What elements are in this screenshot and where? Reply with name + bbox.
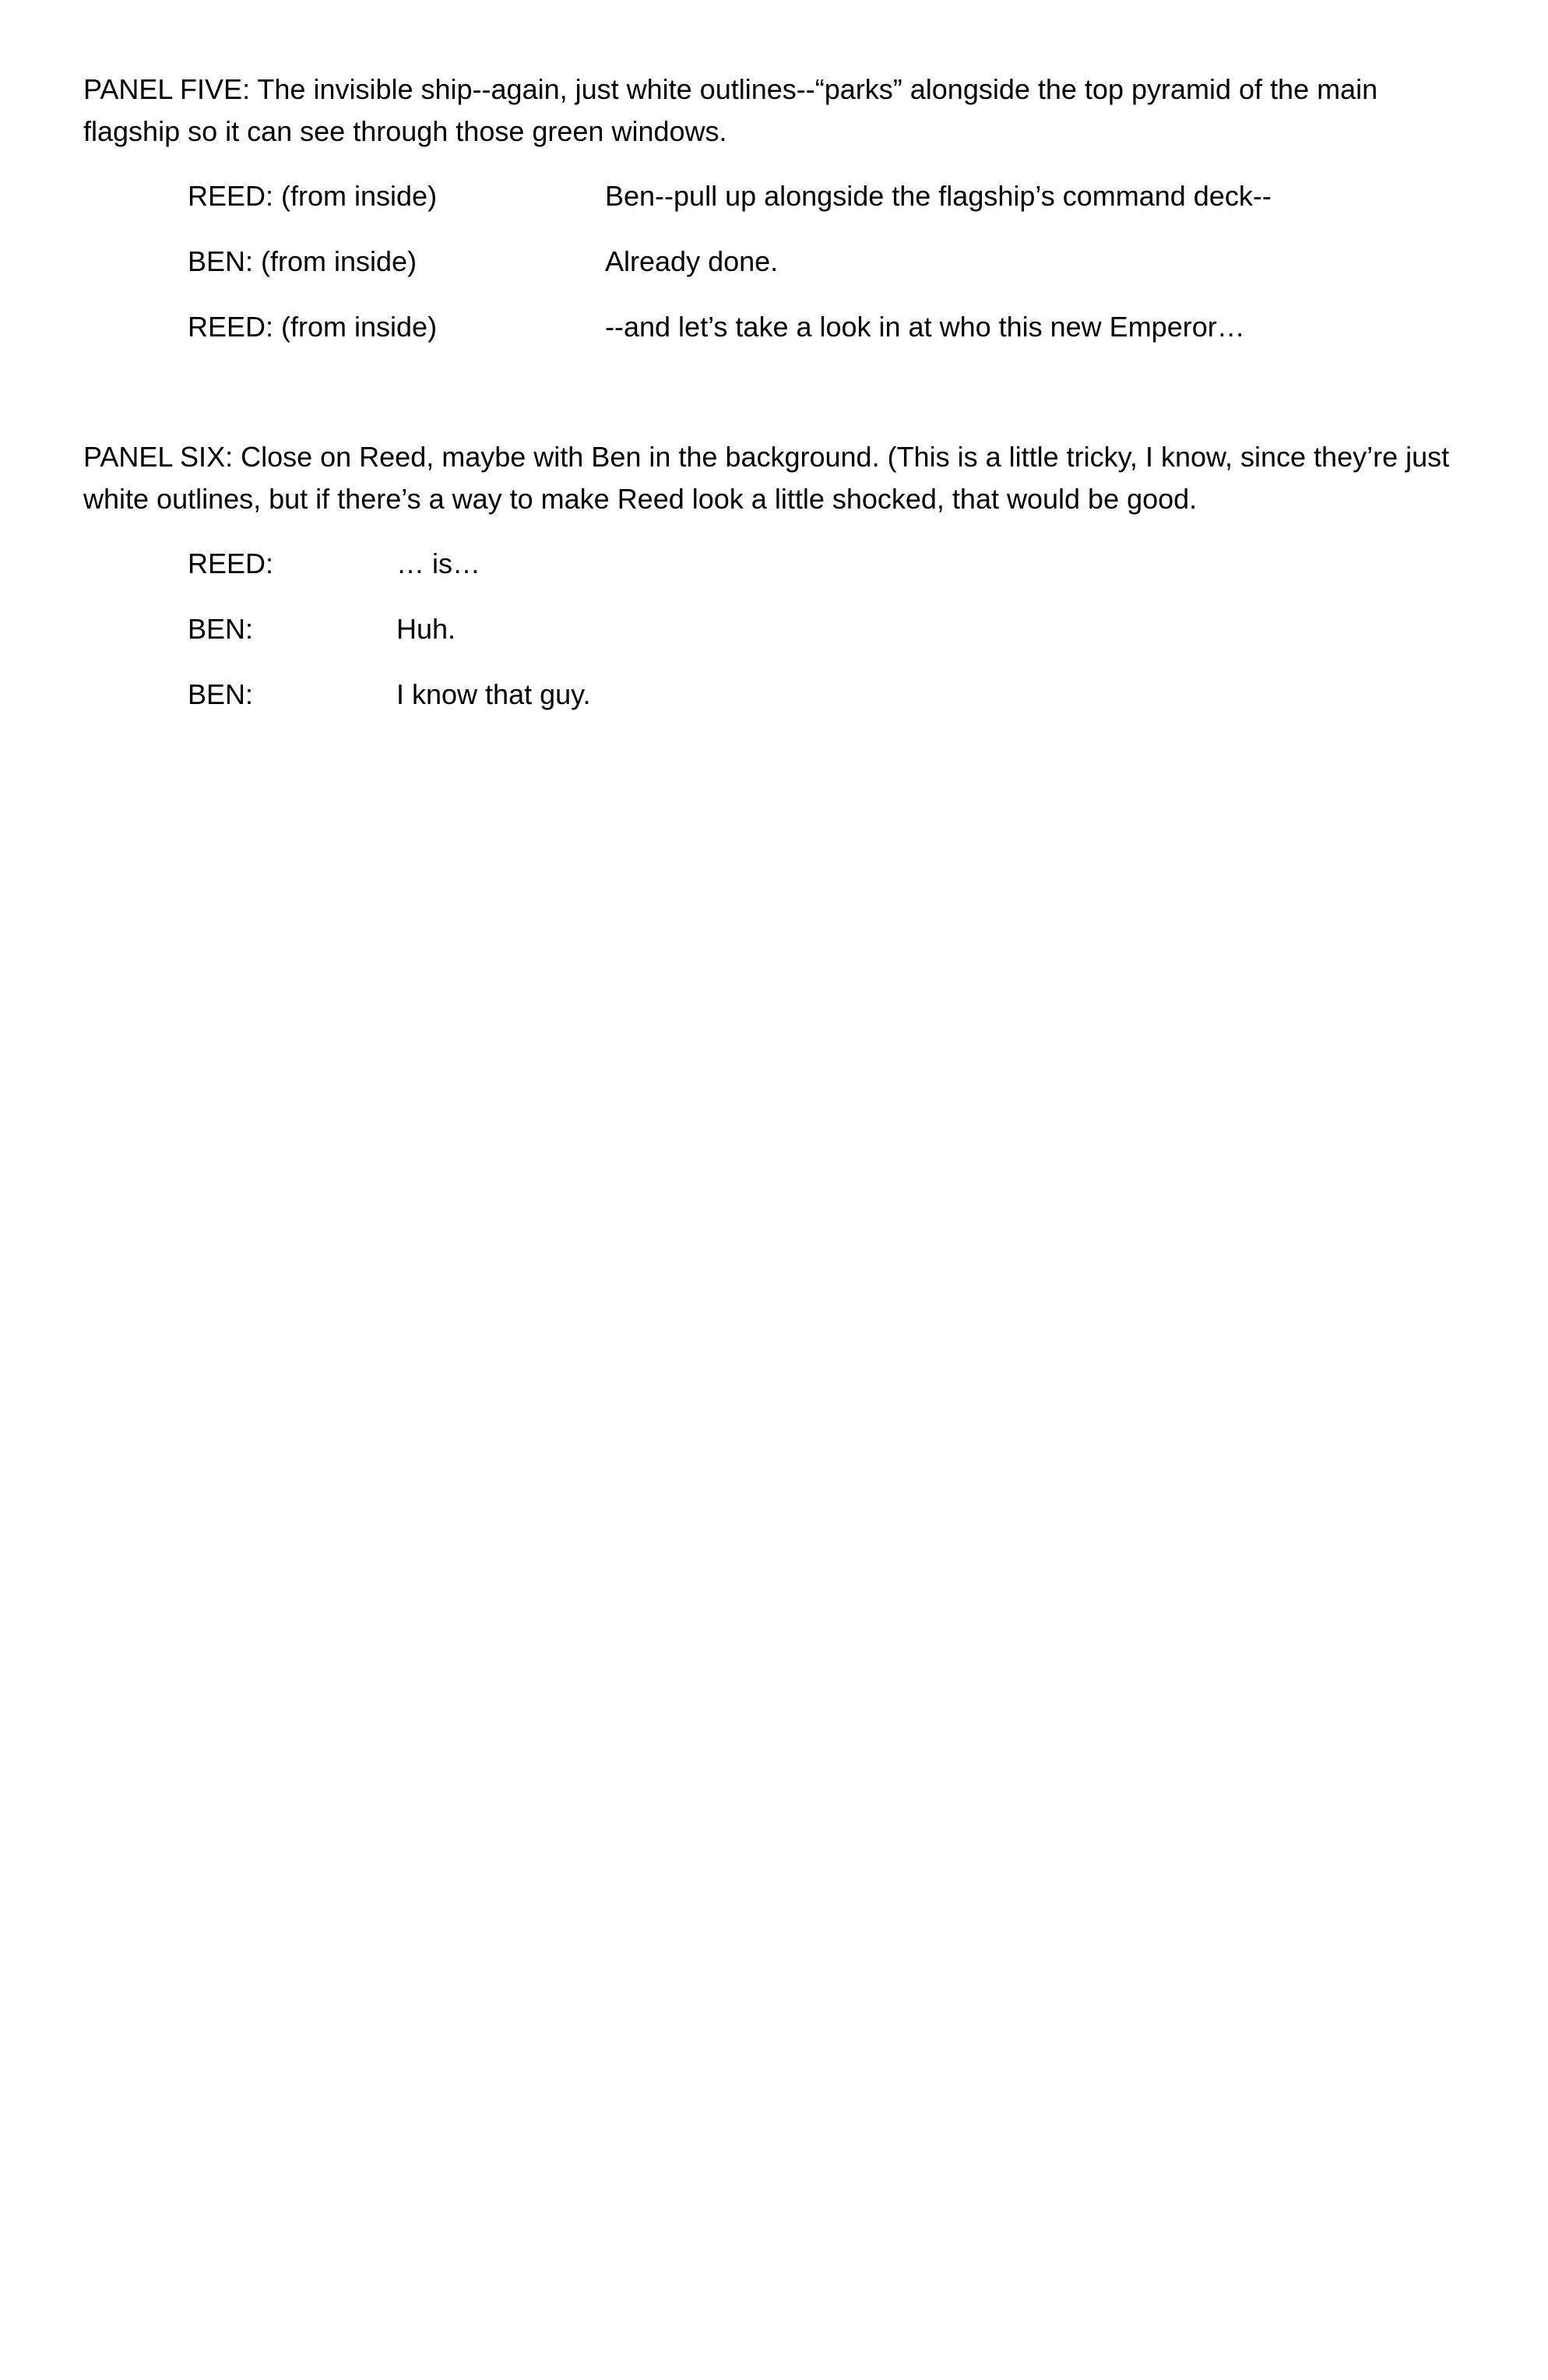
dialogue-text: Huh. bbox=[396, 613, 456, 645]
dialogue-list bbox=[188, 531, 1434, 727]
speaker-label: REED: bbox=[188, 547, 274, 579]
panel-five bbox=[83, 69, 1454, 343]
speaker-label: REED: (from inside) bbox=[188, 180, 438, 212]
dialogue-text: … is… bbox=[396, 547, 480, 579]
panel-description: PANEL FIVE: The invisible ship--again, just white outlines--“parks” alongside the top pyramid of the main flagship so it can see through those green windows. bbox=[83, 73, 1378, 147]
dialogue-line bbox=[188, 662, 1434, 727]
panel-description: PANEL SIX: Close on Reed, maybe with Ben in the background. (This is a little tricky, I know, since they’re just white outlines, but if there’s a way to make Reed look a little shocked, that would be good. bbox=[83, 441, 1450, 515]
dialogue-text: --and let’s take a look in at who this new Emperor… bbox=[605, 311, 1245, 343]
speaker-label: BEN: (from inside) bbox=[188, 245, 417, 277]
dialogue-line bbox=[188, 531, 1434, 597]
dialogue-list bbox=[188, 164, 1434, 360]
dialogue-line bbox=[188, 597, 1434, 662]
dialogue-line bbox=[188, 294, 1434, 360]
dialogue-text: Already done. bbox=[605, 245, 779, 277]
dialogue-line bbox=[188, 229, 1434, 294]
panel-six bbox=[83, 436, 1454, 710]
speaker-label: BEN: bbox=[188, 678, 254, 710]
speaker-label: REED: (from inside) bbox=[188, 311, 438, 343]
dialogue-text: Ben--pull up alongside the flagship’s command deck-- bbox=[605, 180, 1272, 212]
dialogue-text: I know that guy. bbox=[396, 678, 591, 710]
speaker-label: BEN: bbox=[188, 613, 254, 645]
dialogue-line bbox=[188, 164, 1434, 229]
